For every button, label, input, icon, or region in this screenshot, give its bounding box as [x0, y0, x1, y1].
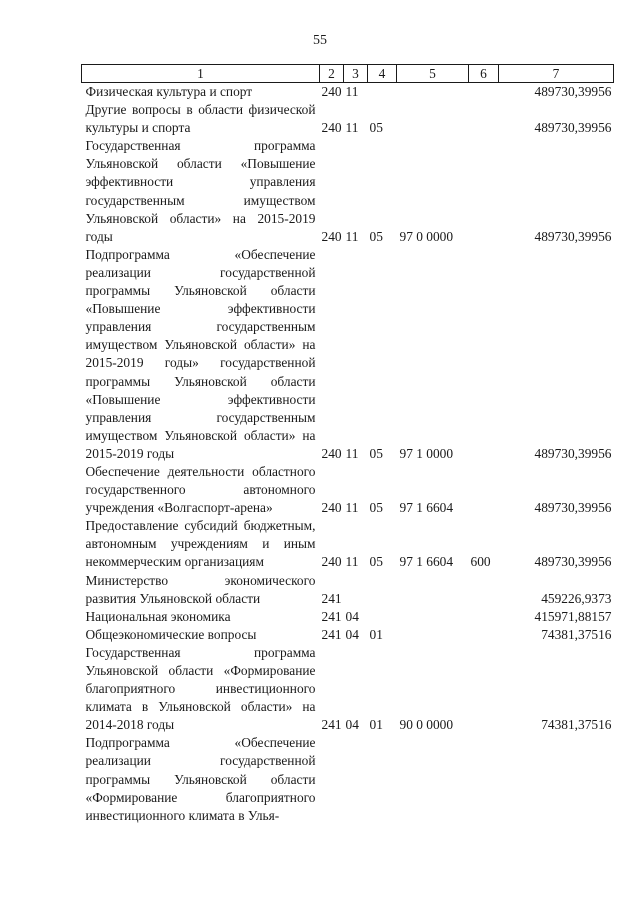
row-subsection	[368, 83, 397, 102]
row-ved: 240	[321, 120, 342, 136]
row-target-article: 97 1 0000	[399, 445, 454, 461]
table-row	[82, 246, 614, 463]
row-section: 04	[345, 626, 359, 642]
row-section: 11	[345, 554, 359, 570]
row-amount: 489730,39956	[534, 228, 612, 244]
row-target-article	[397, 83, 469, 102]
row-expense-type	[469, 626, 499, 644]
row-name: Государственная программа Ульяновской области «Формирование благоприятного инвестиционного климата в Ульяновской области» на 2014-2018 годы	[85, 644, 316, 733]
row-ved: 240	[321, 554, 342, 570]
row-name: Общеэкономические вопросы	[85, 626, 257, 642]
row-section: 11	[345, 84, 359, 99]
row-target-article: 90 0 0000	[399, 717, 454, 733]
row-ved: 240	[321, 500, 342, 516]
row-section: 11	[345, 500, 359, 516]
row-amount: 489730,39956	[534, 500, 612, 516]
row-name: Подпрограмма «Обеспечение реализации государственной программы Ульяновской области «Повышение эффективности управления государственным имуществом Ульяновской области» на 2015-2019 годы» государственной программы Ульяновской области «Повышение эффективности управления государственным имуществом Ульяновской области» на 2015-2019 годы	[85, 246, 316, 461]
row-section: 11	[345, 120, 359, 136]
row-ved: 241	[321, 717, 342, 733]
row-ved: 241	[321, 626, 342, 642]
row-target-article	[397, 608, 469, 626]
row-subsection: 05	[369, 554, 383, 570]
row-target-article	[397, 734, 469, 824]
header-col-2: 2	[320, 65, 344, 83]
row-subsection	[368, 734, 397, 824]
row-ved	[320, 734, 344, 824]
row-section: 11	[345, 445, 359, 461]
row-expense-type	[469, 644, 499, 734]
row-amount: 74381,37516	[541, 717, 612, 733]
row-subsection	[368, 572, 397, 608]
table-row	[82, 626, 614, 644]
row-name: Физическая культура и спорт	[85, 84, 253, 99]
row-expense-type	[469, 101, 499, 137]
table-row	[82, 608, 614, 626]
row-subsection: 05	[369, 445, 383, 461]
row-amount: 489730,39956	[534, 120, 612, 136]
row-amount: 74381,37516	[541, 626, 612, 642]
row-name: Национальная экономика	[85, 608, 231, 624]
header-col-5: 5	[397, 65, 469, 83]
row-amount: 489730,39956	[534, 445, 612, 461]
row-amount: 489730,39956	[534, 84, 612, 99]
header-col-6: 6	[469, 65, 499, 83]
row-amount: 489730,39956	[534, 554, 612, 570]
header-col-7: 7	[499, 65, 614, 83]
row-subsection: 05	[369, 228, 383, 244]
row-section	[344, 734, 368, 824]
row-subsection: 01	[369, 626, 383, 642]
row-expense-type	[469, 734, 499, 824]
row-expense-type	[469, 83, 499, 102]
row-expense-type: 600	[470, 554, 491, 570]
header-row	[82, 65, 614, 83]
row-name: Государственная программа Ульяновской области «Повышение эффективности управления государственным имуществом Ульяновской области» на 2015-2019 годы	[85, 138, 316, 244]
table-row	[82, 137, 614, 246]
row-subsection: 05	[369, 500, 383, 516]
row-expense-type	[469, 246, 499, 463]
table-row	[82, 734, 614, 824]
row-ved: 241	[321, 590, 342, 606]
header-col-3: 3	[344, 65, 368, 83]
row-ved: 240	[321, 228, 342, 244]
row-amount: 415971,88157	[534, 608, 612, 624]
row-name: Обеспечение деятельности областного государственного автономного учреждения «Волгаспорт-арена»	[85, 463, 316, 516]
table-row	[82, 572, 614, 608]
page-number: 55	[313, 33, 327, 48]
row-ved: 241	[321, 608, 342, 624]
row-target-article: 97 0 0000	[399, 228, 454, 244]
header-col-1: 1	[82, 65, 320, 83]
row-target-article	[397, 572, 469, 608]
row-subsection: 01	[369, 717, 383, 733]
row-section: 04	[345, 608, 359, 624]
table-row	[82, 517, 614, 571]
row-ved: 240	[321, 84, 342, 99]
row-expense-type	[469, 137, 499, 246]
row-subsection	[368, 608, 397, 626]
row-subsection: 05	[369, 120, 383, 136]
table-row	[82, 83, 614, 102]
row-target-article: 97 1 6604	[399, 500, 454, 516]
row-target-article	[397, 626, 469, 644]
row-section	[344, 572, 368, 608]
row-target-article	[397, 101, 469, 137]
row-amount: 459226,9373	[541, 590, 612, 606]
row-expense-type	[469, 572, 499, 608]
row-name: Предоставление субсидий бюджетным, автономным учреждениям и иным некоммерческим организациям	[85, 518, 316, 570]
row-expense-type	[469, 608, 499, 626]
row-name: Другие вопросы в области физической культуры и спорта	[85, 102, 316, 136]
row-expense-type	[469, 463, 499, 517]
table-row	[82, 101, 614, 137]
row-target-article: 97 1 6604	[399, 554, 454, 570]
row-name: Министерство экономического развития Ульяновской области	[85, 572, 316, 606]
row-ved: 240	[321, 445, 342, 461]
table-row	[82, 644, 614, 734]
budget-table	[81, 64, 614, 825]
table-row	[82, 463, 614, 517]
row-section: 04	[345, 717, 359, 733]
row-name: Подпрограмма «Обеспечение реализации государственной программы Ульяновской области «Формирование благоприятного инвестиционного климата в Улья-	[85, 735, 316, 823]
header-col-4: 4	[368, 65, 397, 83]
row-section: 11	[345, 228, 359, 244]
row-amount	[499, 734, 614, 824]
